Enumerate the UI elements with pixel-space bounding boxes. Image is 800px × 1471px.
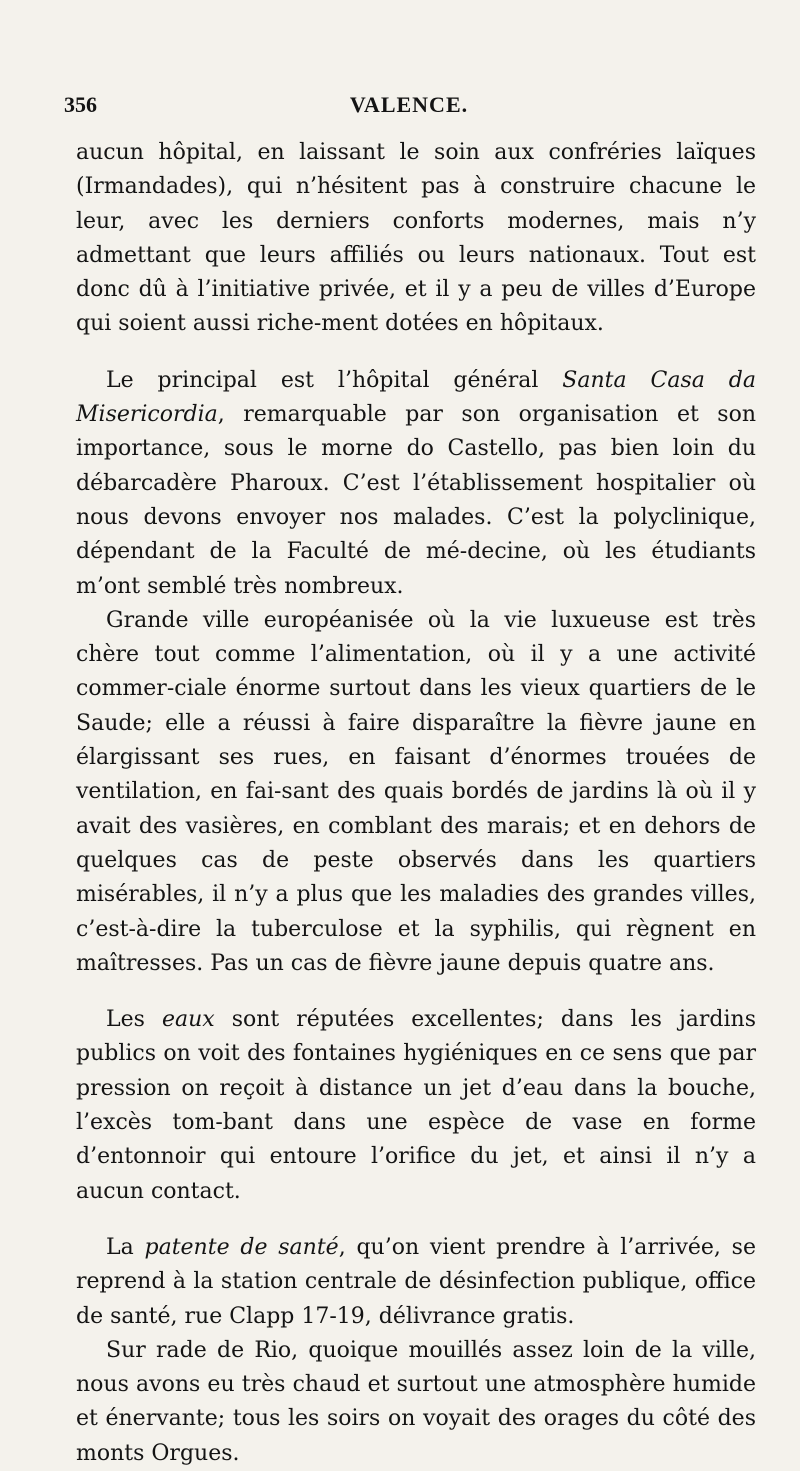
text-run: Sur rade de Rio, quoique mouillés assez loin de la ville, nous avons eu très chaud et surtout une atmosphère humide et énervante; tous les soirs on voyait des orages du côté des monts Orgues. <box>76 1337 756 1466</box>
page-number: 356 <box>64 92 97 117</box>
paragraph-santa-casa <box>76 364 756 604</box>
italic-phrase: patente de santé <box>144 1234 339 1260</box>
text-run: , remarquable par son organisation et son importance, sous le morne do Castello, pas bien loin du débarcadère Pharoux. C’est l’établissement hospitalier où nous devons envoyer nos malades. C’est la polyclinique, dépendant de la Faculté de mé-decine, où les étudiants m’ont semblé très nombreux. <box>76 402 756 599</box>
italic-phrase: Santa Casa da Misericordia <box>76 367 756 428</box>
paragraph-city-health <box>76 604 756 981</box>
paragraph-water <box>76 1003 756 1209</box>
page-header <box>64 86 754 126</box>
text-run: Les <box>106 1007 162 1033</box>
page-body <box>76 136 756 1471</box>
running-title: VALENCE. <box>349 92 469 117</box>
text-run: Grande ville européanisée où la vie luxueuse est très chère tout comme l’alimentation, où il y a une activité commer-ciale énorme surtout dans les vieux quartiers de le Saude; elle a réussi à faire disparaître la fièvre jaune en élargissant ses rues, en faisant d’énormes trouées de ventilation, en fai-sant des quais bordés de jardins là où il y avait des vasières, en comblant des marais; et en dehors de quelques cas de peste observés dans les quartiers misérables, il n’y a plus que les maladies des grandes villes, c’est-à-dire la tuberculose et la syphilis, qui règnent en maîtresses. Pas un cas de fièvre jaune depuis quatre ans. <box>76 607 756 976</box>
text-run: , qu’on vient prendre à l’arrivée, se reprend à la station centrale de désinfection publique, office de santé, rue Clapp 17-19, délivrance gratis. <box>76 1234 756 1329</box>
text-run: Le principal est l’hôpital général <box>106 367 563 393</box>
text-run: La <box>106 1234 145 1260</box>
paragraph-rio-roadstead <box>76 1334 756 1471</box>
paragraph-health-patent <box>76 1231 756 1334</box>
text-run: sont réputées excellentes; dans les jardins publics on voit des fontaines hygiéniques en ce sens que par pression on reçoit à distance un jet d’eau dans la bouche, l’excès tom-bant dans une espèce de vase en forme d’entonnoir qui entoure l’orifice du jet, et ainsi il n’y a aucun contact. <box>76 1007 756 1204</box>
paragraph-hospitals-intro <box>76 136 756 342</box>
italic-phrase: eaux <box>161 1007 215 1033</box>
text-run: aucun hôpital, en laissant le soin aux confréries laïques (Irmandades), qui n’hésitent pas à construire chacune le leur, avec les derniers conforts modernes, mais n’y admettant que leurs affiliés ou leurs nationaux. Tout est donc dû à l’initiative privée, et il y a peu de villes d’Europe qui soient aussi riche-ment dotées en hôpitaux. <box>76 140 756 337</box>
